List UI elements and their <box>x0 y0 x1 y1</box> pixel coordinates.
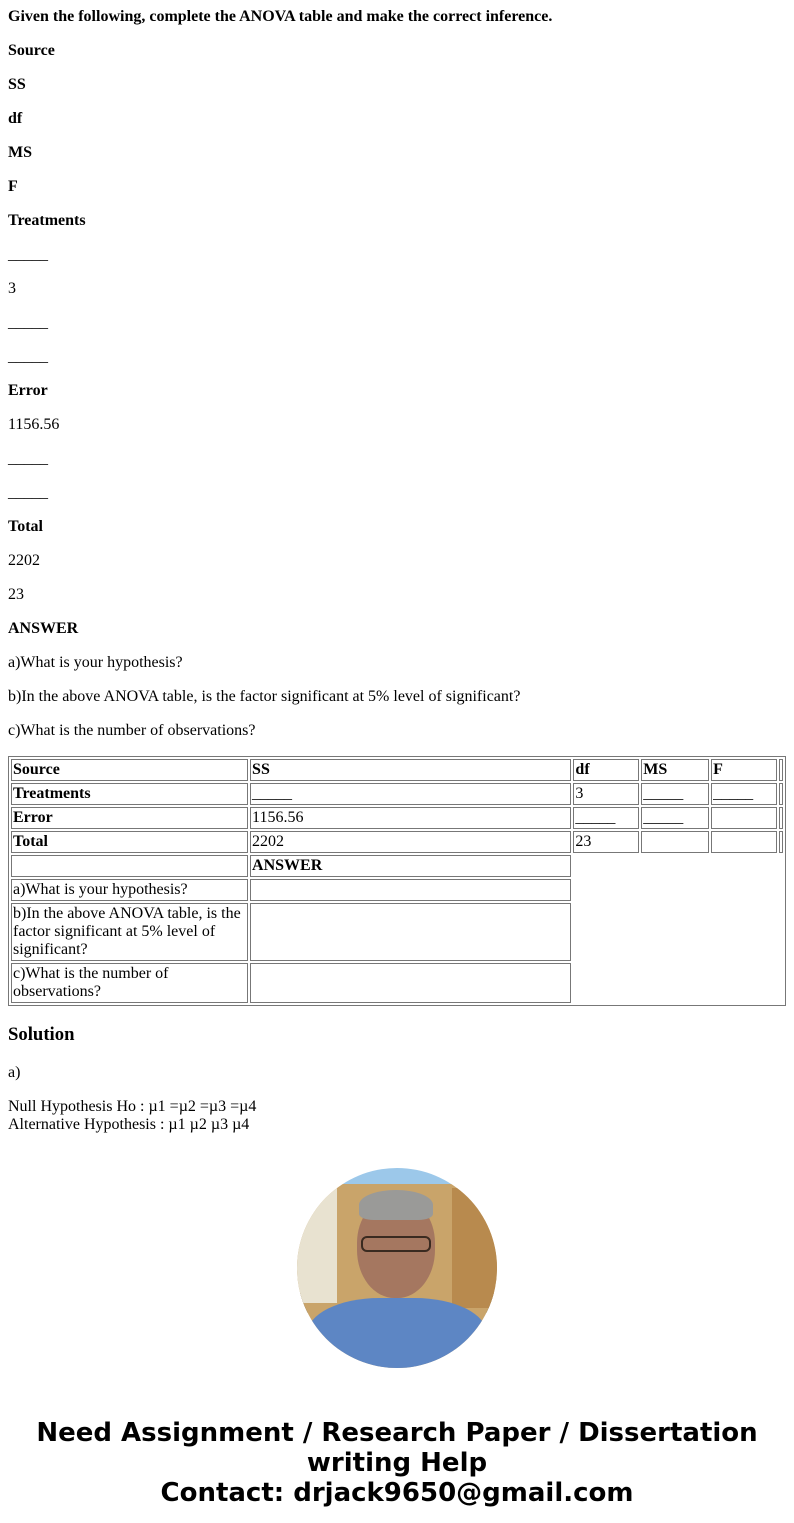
question-row <box>11 879 783 901</box>
table-cell <box>711 807 777 829</box>
flat-value: _____ <box>8 314 48 331</box>
anova-table <box>8 756 786 1006</box>
question-cell: a)What is your hypothesis? <box>11 879 248 901</box>
flat-value: 3 <box>8 280 16 297</box>
tutor-photo-container <box>8 1168 786 1368</box>
question-title: Given the following, complete the ANOVA table and make the correct inference. <box>8 8 553 25</box>
table-row <box>11 783 783 805</box>
flat-error: Error <box>8 382 48 399</box>
row-label: Treatments <box>11 783 248 805</box>
table-cell: _____ <box>250 783 571 805</box>
promo-banner <box>8 1418 786 1508</box>
table-cell <box>641 831 709 853</box>
tutor-photo <box>297 1168 497 1368</box>
flat-value: 1156.56 <box>8 416 60 433</box>
table-cell: _____ <box>641 807 709 829</box>
table-cell: 1156.56 <box>250 807 571 829</box>
flat-question: c)What is the number of observations? <box>8 722 256 739</box>
flat-value: 2202 <box>8 552 40 569</box>
question-row <box>11 963 783 1003</box>
row-label: Error <box>11 807 248 829</box>
flat-value: _____ <box>8 484 48 501</box>
flat-answer: ANSWER <box>8 620 79 637</box>
table-header-row <box>11 759 783 781</box>
empty-cell <box>779 831 783 853</box>
flat-value: _____ <box>8 348 48 365</box>
table-row <box>11 831 783 853</box>
flat-df: df <box>8 110 23 127</box>
table-cell: 3 <box>573 783 639 805</box>
flat-total: Total <box>8 518 43 535</box>
empty-cell <box>779 783 783 805</box>
empty-cell <box>779 807 783 829</box>
table-cell: 2202 <box>250 831 571 853</box>
hypotheses <box>8 1098 786 1134</box>
answer-row <box>11 855 783 877</box>
solution-part: a) <box>8 1064 21 1081</box>
flat-question: b)In the above ANOVA table, is the factor significant at 5% level of significant? <box>8 688 521 705</box>
flat-ms: MS <box>8 144 32 161</box>
header-cell: df <box>573 759 639 781</box>
flat-question: a)What is your hypothesis? <box>8 654 183 671</box>
promo-contact: Contact: drjack9650@gmail.com <box>160 1478 634 1508</box>
promo-line: Need Assignment / Research Paper / Dissertation writing Help <box>36 1418 758 1478</box>
header-cell: Source <box>11 759 248 781</box>
empty-cell <box>779 759 783 781</box>
flat-f: F <box>8 178 18 195</box>
header-cell: MS <box>641 759 709 781</box>
question-row <box>11 903 783 961</box>
answer-cell <box>250 963 571 1003</box>
flat-ss: SS <box>8 76 26 93</box>
header-cell: SS <box>250 759 571 781</box>
solution-heading: Solution <box>8 1024 75 1045</box>
answer-cell <box>250 903 571 961</box>
flat-value: _____ <box>8 450 48 467</box>
answer-cell <box>250 879 571 901</box>
flat-treatments: Treatments <box>8 212 86 229</box>
flat-value: 23 <box>8 586 24 603</box>
question-cell: b)In the above ANOVA table, is the factor significant at 5% level of significant? <box>11 903 248 961</box>
table-cell <box>711 831 777 853</box>
answer-header: ANSWER <box>250 855 571 877</box>
row-label: Total <box>11 831 248 853</box>
empty-cell <box>11 855 248 877</box>
header-cell: F <box>711 759 777 781</box>
table-row <box>11 807 783 829</box>
table-cell: 23 <box>573 831 639 853</box>
flat-source: Source <box>8 42 55 59</box>
null-hypothesis: Null Hypothesis Ho : µ1 =µ2 =µ3 =µ4 <box>8 1098 257 1115</box>
table-cell: _____ <box>711 783 777 805</box>
question-cell: c)What is the number of observations? <box>11 963 248 1003</box>
alt-hypothesis: Alternative Hypothesis : µ1 µ2 µ3 µ4 <box>8 1116 250 1133</box>
table-cell: _____ <box>641 783 709 805</box>
table-cell: _____ <box>573 807 639 829</box>
flat-value: _____ <box>8 246 48 263</box>
